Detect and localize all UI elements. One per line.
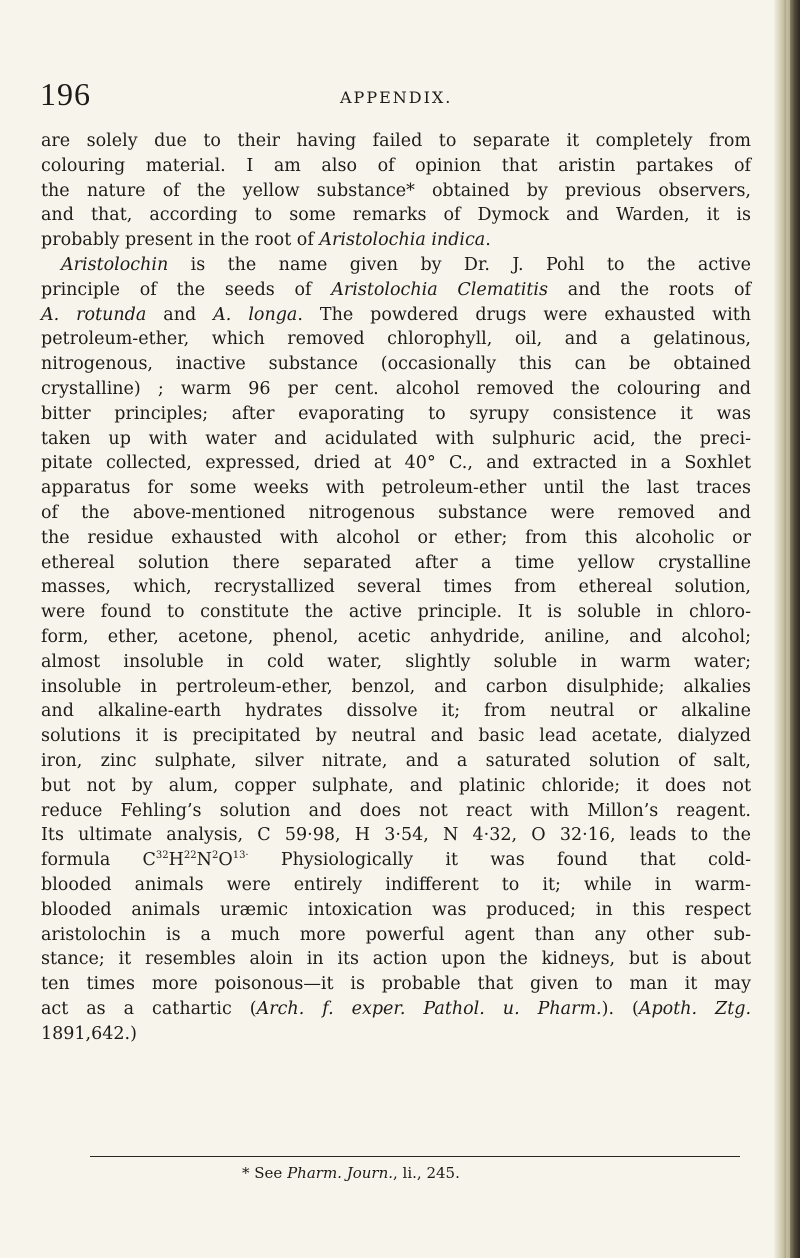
text-line: and that, according to some remarks of Dymock and Warden, it is (41, 205, 751, 226)
text-line: 1891,642.) (41, 1023, 137, 1044)
text-line: Its ultimate analysis, C 59·98, H 3·54, N 4·32, O 32·16, leads to the (41, 825, 751, 846)
text-line: act as a cathartic (Arch. f. exper. Pathol. u. Pharm.). (Apoth. Ztg. (41, 998, 752, 1019)
text-line: pitate collected, expressed, dried at 40° C., and extracted in a Soxhlet (41, 453, 751, 474)
text-line: blooded animals uræmic intoxication was produced; in this respect (41, 899, 751, 920)
text-line: taken up with water and acidulated with sulphuric acid, the preci- (41, 428, 751, 449)
text-line: masses, which, recrystallized several times from ethereal solution, (41, 577, 751, 598)
text-line: ethereal solution there separated after a time yellow crystalline (41, 552, 751, 573)
text-line: iron, zinc sulphate, silver nitrate, and a saturated solution of salt, (41, 750, 751, 771)
text-line: and alkaline-earth hydrates dissolve it; from neutral or alkaline (41, 701, 751, 722)
text-line: principle of the seeds of Aristolochia Clematitis and the roots of (41, 279, 752, 300)
body-text (41, 129, 751, 1046)
text-line: bitter principles; after evaporating to syrupy consistence it was (41, 403, 751, 424)
text-line: solutions it is precipitated by neutral and basic lead acetate, dialyzed (41, 726, 751, 747)
text-line: petroleum-ether, which removed chlorophyll, oil, and a gelatinous, (41, 329, 751, 350)
text-line: ten times more poisonous—it is probable that given to man it may (41, 974, 751, 995)
text-line: apparatus for some weeks with petroleum-ether until the last traces (41, 478, 751, 499)
text-line: crystalline) ; warm 96 per cent. alcohol removed the colouring and (41, 378, 751, 399)
text-line: form, ether, acetone, phenol, acetic anhydride, aniline, and alcohol; (41, 626, 751, 647)
page-number: 196 (40, 76, 91, 112)
text-line: insoluble in pertroleum-ether, benzol, and carbon disulphide; alkalies (41, 676, 751, 697)
running-head: APPENDIX. (340, 88, 453, 107)
text-line: nitrogenous, inactive substance (occasionally this can be obtained (41, 354, 751, 375)
page-edge-highlight (786, 0, 790, 1258)
footnote: * See Pharm. Journ., li., 245. (242, 1164, 460, 1182)
text-line: A. rotunda and A. longa. The powdered drugs were exhausted with (41, 304, 752, 325)
footnote-rule (90, 1156, 740, 1157)
text-line: of the above-mentioned nitrogenous substance were removed and (41, 502, 751, 523)
page-header (40, 76, 740, 116)
text-line: almost insoluble in cold water, slightly soluble in warm water; (41, 651, 751, 672)
text-line: are solely due to their having failed to separate it completely from (41, 131, 751, 151)
text-line: colouring material. I am also of opinion that aristin partakes of (41, 155, 751, 176)
text-line: stance; it resembles aloin in its action upon the kidneys, but is about (41, 949, 751, 970)
text-line: but not by alum, copper sulphate, and platinic chloride; it does not (41, 775, 751, 796)
text-line: Aristolochin is the name given by Dr. J. Pohl to the active (61, 254, 751, 275)
text-line: aristolochin is a much more powerful agent than any other sub- (41, 924, 751, 945)
text-line: blooded animals were entirely indifferent to it; while in warm- (41, 874, 751, 895)
text-line: the residue exhausted with alcohol or ether; from this alcoholic or (41, 527, 751, 548)
text-line: were found to constitute the active principle. It is soluble in chloro- (41, 602, 751, 623)
text-line: reduce Fehling’s solution and does not react with Millon’s reagent. (41, 800, 751, 821)
text-line: probably present in the root of Aristolochia indica. (41, 230, 491, 251)
text-line: formula $C^{32}H^{22}N^2O^{13\cdot}$ Physiologically it was found that cold- (41, 850, 751, 871)
text-line: the nature of the yellow substance* obtained by previous observers, (41, 180, 751, 201)
